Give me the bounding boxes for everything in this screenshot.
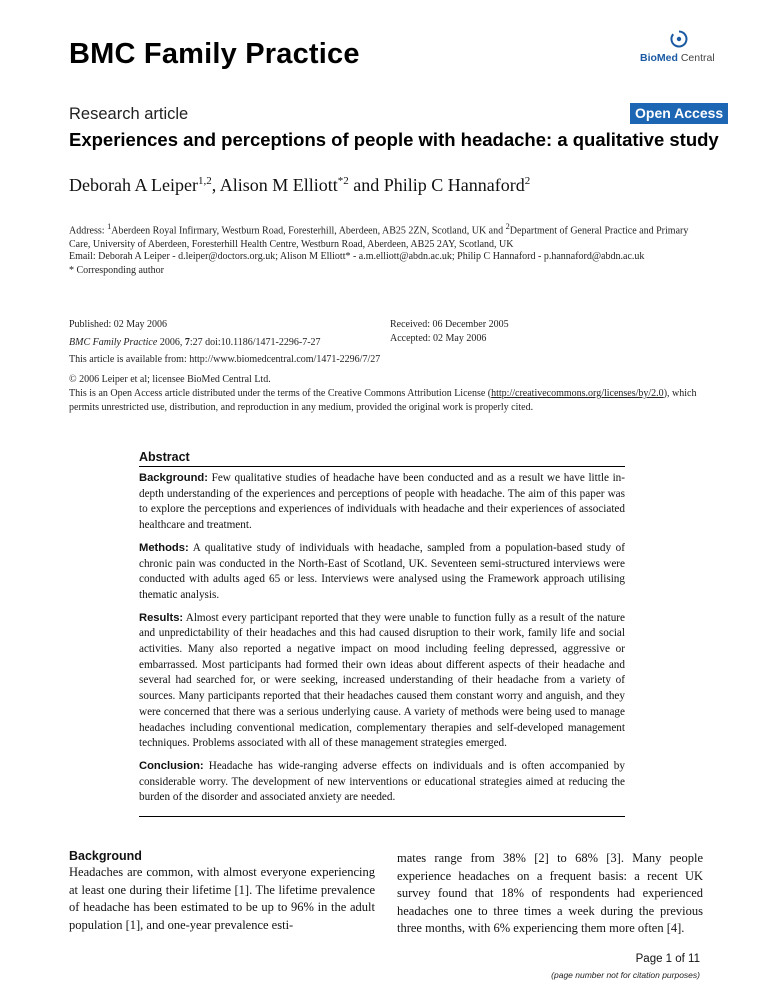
abstract-text: Almost every participant reported that they were unable to function fully as a result of the nature and unpredictability of their headaches and this had caused disruption to their work, family life and social activities. Many also reported a negative impact on mood including feeling depressed, aggressive or embarrassed. Most participants had formed their own ideas about different aspects of their headache and several had searched for, or were seeking, increased understanding of their headache from a variety of sources. Many participants reported that their headaches caused them constant worry and anguish, and they were concerned that there was a serious underlying cause. A variety of methods were being used to manage headaches including conventional medication, complementary therapies and self-developed management techniques. Problems associated with all of these management strategies emerged. <box>139 611 625 750</box>
open-access-badge: Open Access <box>630 103 728 124</box>
abstract-label: Methods: <box>139 541 189 554</box>
body-column-right <box>397 850 703 938</box>
body-column-left <box>69 848 375 934</box>
publisher-bio: BioMed <box>640 52 678 64</box>
address-part: Aberdeen Royal Infirmary, Westburn Road, Foresterhill, Aberdeen, AB25 2ZN, Scotland, UK and <box>111 225 506 237</box>
publisher-logo[interactable] <box>640 30 715 70</box>
citation-year: 2006, <box>157 337 185 348</box>
citation-note: (page number not for citation purposes) <box>551 970 700 980</box>
biomed-ring-icon <box>670 30 688 48</box>
journal-title: BMC Family Practice <box>69 38 360 70</box>
license <box>69 373 719 415</box>
author-name[interactable]: Alison M Elliott <box>219 175 338 195</box>
abstract-text: Few qualitative studies of headache have been conducted and as a result we have little in-depth understanding of the experiences and perceptions of people with headache. The aim of this paper was to explore the perceptions and experiences of individuals with headache and their experiences of associated healthcare and treatment. <box>139 472 625 532</box>
citation-doi: :27 doi:10.1186/1471-2296-7-27 <box>189 337 321 348</box>
abstract-label: Background: <box>139 472 208 484</box>
body-text: Headaches are common, with almost everyone experiencing at least one during their lifetime [1]. The lifetime prevalence of headache has been estimated to be up to 96% in the adult population [1], and one-year prevalence esti- <box>69 865 375 932</box>
affiliation-marker: 2 <box>505 222 510 231</box>
author-list <box>69 175 530 196</box>
abstract-label: Conclusion: <box>139 759 204 772</box>
address <box>69 220 709 252</box>
author-affiliation: 2 <box>524 175 531 187</box>
publisher-central: Central <box>680 52 715 64</box>
abstract-methods <box>139 541 625 604</box>
abstract <box>139 450 625 817</box>
address-label: Address: <box>69 225 108 237</box>
corresponding-author: * Corresponding author <box>69 265 164 276</box>
abstract-conclusion <box>139 759 625 806</box>
abstract-background <box>139 471 625 534</box>
license-text <box>69 387 719 415</box>
citation-volume: 7 <box>184 337 190 348</box>
section-heading: Background <box>69 849 142 863</box>
author-name[interactable]: Philip C Hannaford <box>383 175 525 195</box>
author-name[interactable]: Deborah A Leiper <box>69 175 198 195</box>
author-separator: and <box>348 175 384 195</box>
license-link[interactable]: http://creativecommons.org/licenses/by/2.0 <box>491 388 664 399</box>
accepted-date: Accepted: 02 May 2006 <box>390 333 487 344</box>
license-text-after: ), which permits unrestricted use, distribution, and reproduction in any medium, provided the original work is properly cited. <box>69 388 697 413</box>
address-part: Department of General Practice and Primary Care, University of Aberdeen, Foresterhill Health Centre, Westburn Road, Aberdeen, AB25 2AY, Scotland, UK <box>69 225 689 251</box>
copyright: © 2006 Leiper et al; licensee BioMed Central Ltd. <box>69 374 271 385</box>
abstract-text: A qualitative study of individuals with headache, sampled from a population-based study of chronic pain was conducted in the North-East of Scotland, UK. Seventeen semi-structured interviews were conducted with adults aged 65 or less. Interviews were analysed using the Framework approach utilising thematic analysis. <box>139 541 625 601</box>
publisher-name <box>640 52 715 64</box>
affiliation-marker: 1 <box>107 222 112 231</box>
published-date: Published: 02 May 2006 <box>69 319 168 330</box>
available-url[interactable]: This article is available from: http://www.biomedcentral.com/1471-2296/7/27 <box>69 354 381 365</box>
received-date: Received: 06 December 2005 <box>390 319 509 330</box>
citation-journal: BMC Family Practice <box>69 337 158 348</box>
citation <box>69 336 321 350</box>
abstract-results <box>139 611 625 752</box>
body-text: mates range from 38% [2] to 68% [3]. Many people experience headaches on a frequent basis: a recent UK survey found that 18% of respondents had experienced headaches one to three times a week during the previous three months, with 6% experiencing them more often [4]. <box>397 851 703 935</box>
received-accepted <box>390 318 509 346</box>
abstract-heading: Abstract <box>139 450 625 467</box>
abstract-text: Headache has wide-ranging adverse effects on individuals and is often accompanied by considerable worry. The development of new interventions or educational strategies aimed at reducing the burden of the disorder and associated anxiety are needed. <box>139 759 625 804</box>
page-number: Page 1 of 11 <box>635 953 700 965</box>
license-text-before: This is an Open Access article distributed under the terms of the Creative Commons Attribution License ( <box>69 388 492 399</box>
abstract-label: Results: <box>139 611 184 624</box>
email-line[interactable]: Email: Deborah A Leiper - d.leiper@doctors.org.uk; Alison M Elliott* - a.m.elliott@abdn.ac.uk; Philip C Hannaford - p.hannaford@abdn.ac.uk <box>69 251 645 262</box>
author-affiliation: 1,2 <box>197 175 212 187</box>
article-title: Experiences and perceptions of people with headache: a qualitative study <box>69 129 719 150</box>
author-separator: , <box>211 175 220 195</box>
article-type: Research article <box>69 105 189 123</box>
author-affiliation: *2 <box>337 175 349 187</box>
abstract-divider <box>139 816 625 817</box>
